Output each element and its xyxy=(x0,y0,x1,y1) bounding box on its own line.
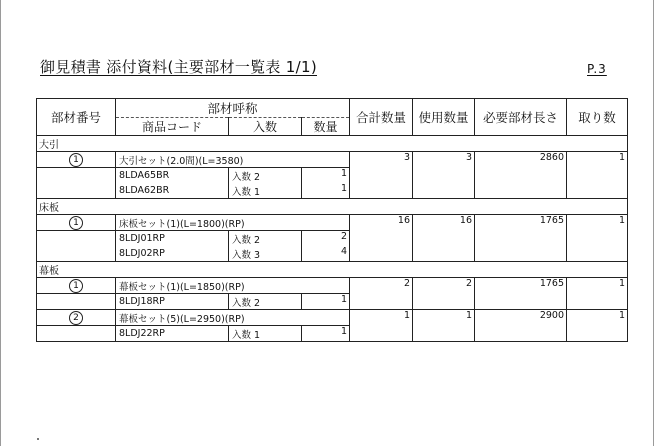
corner-mark xyxy=(37,438,39,440)
part-qty: 1 xyxy=(302,294,350,310)
section-row xyxy=(37,136,628,152)
col-qty: 数量 xyxy=(302,118,350,136)
part-count: 入数 2 xyxy=(229,294,302,310)
section-label: 大引 xyxy=(37,136,628,152)
section-label: 床板 xyxy=(37,199,628,215)
item-name: 床板セット(1)(L=1800)(RP) xyxy=(116,215,350,231)
item-number-cell xyxy=(37,215,116,231)
part-number-cell xyxy=(37,231,116,247)
part-code: 8LDJ01RP xyxy=(116,231,229,247)
item-used: 16 xyxy=(413,215,475,262)
part-code: 8LDJ02RP xyxy=(116,246,229,262)
item-number-circle: 2 xyxy=(69,311,83,325)
part-qty: 1 xyxy=(302,326,350,342)
part-number-cell xyxy=(37,246,116,262)
part-count: 入数 1 xyxy=(229,326,302,342)
part-code: 8LDJ22RP xyxy=(116,326,229,342)
item-name: 幕板セット(1)(L=1850)(RP) xyxy=(116,278,350,294)
item-length: 2900 xyxy=(475,310,567,342)
item-name: 大引セット(2.0間)(L=3580) xyxy=(116,152,350,168)
col-count: 入数 xyxy=(229,118,302,136)
item-row xyxy=(37,278,628,294)
part-code: 8LDA65BR xyxy=(116,168,229,184)
part-count: 入数 1 xyxy=(229,183,302,199)
part-number-cell xyxy=(37,168,116,184)
item-number-cell xyxy=(37,310,116,326)
col-name: 部材呼称 xyxy=(116,99,350,118)
item-take: 1 xyxy=(567,278,628,310)
part-number-cell xyxy=(37,326,116,342)
item-number-circle: 1 xyxy=(69,216,83,230)
item-total: 1 xyxy=(350,310,413,342)
item-number-circle: 1 xyxy=(69,153,83,167)
section-row xyxy=(37,199,628,215)
item-take: 1 xyxy=(567,152,628,199)
part-number-cell xyxy=(37,183,116,199)
parts-list-table xyxy=(36,98,628,342)
part-qty: 4 xyxy=(302,246,350,262)
item-used: 3 xyxy=(413,152,475,199)
section-label: 幕板 xyxy=(37,262,628,278)
page-edge-left xyxy=(0,0,1,446)
part-count: 入数 3 xyxy=(229,246,302,262)
item-total: 16 xyxy=(350,215,413,262)
col-total: 合計数量 xyxy=(350,99,413,136)
item-used: 1 xyxy=(413,310,475,342)
part-number-cell xyxy=(37,294,116,310)
item-used: 2 xyxy=(413,278,475,310)
item-row xyxy=(37,310,628,326)
item-number-circle: 1 xyxy=(69,279,83,293)
document-title: 御見積書 添付資料(主要部材一覧表 1/1) xyxy=(40,58,317,76)
item-name: 幕板セット(5)(L=2950)(RP) xyxy=(116,310,350,326)
col-take: 取り数 xyxy=(567,99,628,136)
col-part-no: 部材番号 xyxy=(37,99,116,136)
part-count: 入数 2 xyxy=(229,168,302,184)
item-number-cell xyxy=(37,152,116,168)
part-qty: 1 xyxy=(302,183,350,199)
item-total: 2 xyxy=(350,278,413,310)
item-row xyxy=(37,215,628,231)
item-number-cell xyxy=(37,278,116,294)
part-qty: 1 xyxy=(302,168,350,184)
part-count: 入数 2 xyxy=(229,231,302,247)
page-number: P.3 xyxy=(587,62,607,76)
item-length: 1765 xyxy=(475,215,567,262)
part-code: 8LDA62BR xyxy=(116,183,229,199)
col-used: 使用数量 xyxy=(413,99,475,136)
col-code: 商品コード xyxy=(116,118,229,136)
part-code: 8LDJ18RP xyxy=(116,294,229,310)
item-row xyxy=(37,152,628,168)
item-length: 1765 xyxy=(475,278,567,310)
col-length: 必要部材長さ xyxy=(475,99,567,136)
item-length: 2860 xyxy=(475,152,567,199)
part-qty: 2 xyxy=(302,231,350,247)
item-take: 1 xyxy=(567,215,628,262)
item-total: 3 xyxy=(350,152,413,199)
table-body xyxy=(37,136,628,342)
section-row xyxy=(37,262,628,278)
item-take: 1 xyxy=(567,310,628,342)
